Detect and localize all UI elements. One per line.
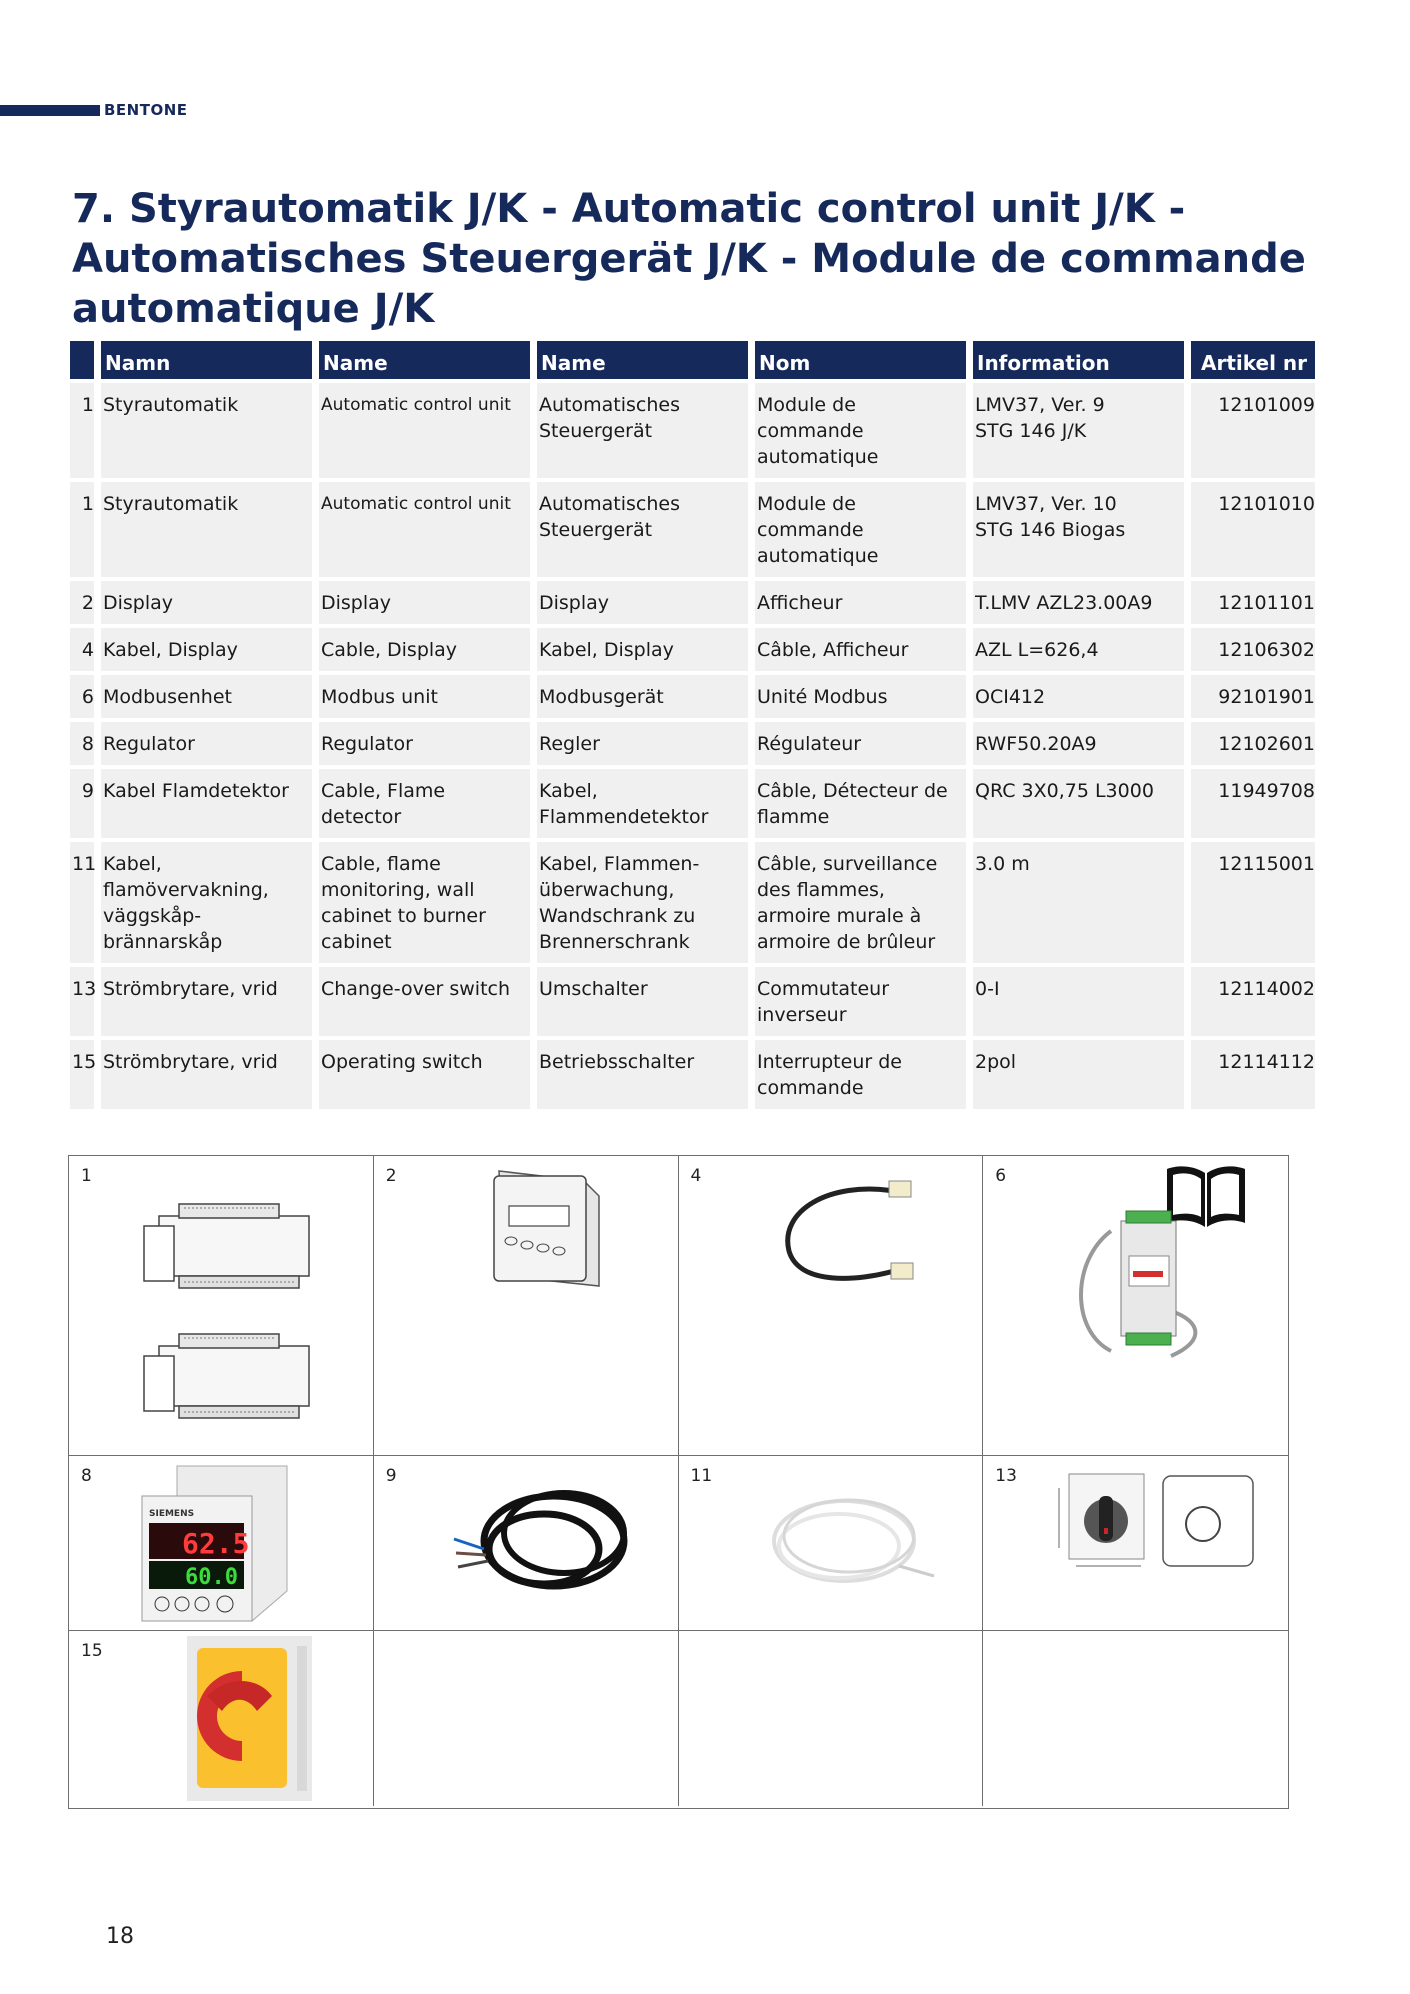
cell-information: LMV37, Ver. 10 STG 146 Biogas [973,482,1184,577]
cell-artikel-nr: 12114002 [1191,967,1315,1036]
header-namn: Namn [101,341,312,379]
cell-artikel-nr: 12101101 [1191,581,1315,624]
cell-pos: 1 [70,482,94,577]
control-unit-image [139,1196,319,1436]
table-row [70,482,1315,577]
cell-pos: 8 [70,722,94,765]
header-nom: Nom [755,341,966,379]
table-row [70,581,1315,624]
page-number: 18 [106,1924,134,1949]
cell-nom: Afficheur [755,581,966,624]
table-row [70,722,1315,765]
change-over-switch-image [1051,1466,1261,1576]
table-row [70,842,1315,963]
display-cable-image [769,1171,929,1301]
cell-nom: Unité Modbus [755,675,966,718]
cell-pos: 11 [70,842,94,963]
table-row [70,967,1315,1036]
brand-bar [0,105,100,116]
table-header-row [70,341,1315,379]
cell-name-de: Umschalter [537,967,748,1036]
regulator-display-top: 62.5 [182,1527,250,1560]
table-row [70,769,1315,838]
cell-name-de: Automatisches Steuergerät [537,482,748,577]
figure-number: 1 [81,1166,92,1186]
parts-table-body [70,383,1315,1109]
figure-number: 15 [81,1641,103,1661]
cell-pos: 13 [70,967,94,1036]
cell-information: LMV37, Ver. 9 STG 146 J/K [973,383,1184,478]
cell-name-de: Kabel, Display [537,628,748,671]
figure-cell-empty [374,1631,679,1806]
cell-information: 2pol [973,1040,1184,1109]
cell-name-en: Change-over switch [319,967,530,1036]
cell-artikel-nr: 12101010 [1191,482,1315,577]
figure-number: 9 [385,1466,397,1486]
page-title: 7. Styrautomatik J/K - Automatic control unit J/K - Automatisches Steuergerät J/K - Module de commande automatique J/K [72,186,1306,332]
regulator-display-bottom: 60.0 [185,1565,238,1590]
figure-grid [68,1155,1289,1809]
cell-artikel-nr: 12114112 [1191,1040,1315,1109]
cell-information: RWF50.20A9 [973,722,1184,765]
cell-pos: 6 [70,675,94,718]
cell-artikel-nr: 12115001 [1191,842,1315,963]
figure-cell-8 [69,1456,374,1631]
cell-namn: Kabel Flamdetektor [101,769,312,838]
figure-cell-11 [679,1456,984,1631]
cell-namn: Kabel, Display [101,628,312,671]
table-row [70,675,1315,718]
figure-cell-9 [374,1456,679,1631]
header-artikel-nr: Artikel nr [1191,341,1315,379]
header-name-en: Name [319,341,530,379]
cell-pos: 1 [70,383,94,478]
table-row [70,383,1315,478]
cell-information: OCI412 [973,675,1184,718]
cell-name-en: Cable, flame monitoring, wall cabinet to burner cabinet [319,842,530,963]
cell-name-en: Regulator [319,722,530,765]
figure-cell-4 [679,1156,984,1456]
cell-name-en: Automatic control unit [319,482,530,577]
header-name-de: Name [537,341,748,379]
figure-number: 11 [690,1466,713,1486]
table-row [70,1040,1315,1109]
cell-namn: Strömbrytare, vrid [101,967,312,1036]
figure-number: 13 [995,1466,1017,1486]
figure-cell-15 [69,1631,374,1806]
modbus-unit-image [1071,1201,1211,1366]
cell-pos: 2 [70,581,94,624]
cell-artikel-nr: 12106302 [1191,628,1315,671]
cell-nom: Câble, Détecteur de flamme [755,769,966,838]
header-pos [70,341,94,379]
cell-name-de: Modbusgerät [537,675,748,718]
figure-cell-13 [983,1456,1288,1631]
cell-pos: 15 [70,1040,94,1109]
cell-name-en: Display [319,581,530,624]
cell-pos: 4 [70,628,94,671]
cell-name-en: Automatic control unit [319,383,530,478]
brand-name: BENTONE [104,101,188,119]
table-row [70,628,1315,671]
cell-name-de: Automatisches Steuergerät [537,383,748,478]
cell-namn: Modbusenhet [101,675,312,718]
cell-namn: Styrautomatik [101,383,312,478]
cell-name-en: Cable, Flame detector [319,769,530,838]
display-image [489,1166,604,1296]
regulator-image [137,1461,297,1626]
figure-cell-2 [374,1156,679,1456]
figure-number: 4 [690,1166,702,1186]
figure-cell-1 [69,1156,374,1456]
cell-artikel-nr: 11949708 [1191,769,1315,838]
cell-namn: Display [101,581,312,624]
cell-nom: Câble, surveillance des flammes, armoire murale à armoire de brûleur [755,842,966,963]
cell-information: 3.0 m [973,842,1184,963]
cell-name-de: Regler [537,722,748,765]
figure-cell-empty [679,1631,984,1806]
cell-name-de: Display [537,581,748,624]
cell-nom: Câble, Afficheur [755,628,966,671]
figure-number: 2 [385,1166,397,1186]
cell-name-en: Operating switch [319,1040,530,1109]
cell-nom: Commutateur inverseur [755,967,966,1036]
regulator-brand: SIEMENS [149,1509,195,1519]
cell-name-en: Cable, Display [319,628,530,671]
cell-artikel-nr: 92101901 [1191,675,1315,718]
operating-switch-image [187,1636,312,1801]
cell-name-de: Betriebsschalter [537,1040,748,1109]
figure-number: 6 [995,1166,1007,1186]
cell-namn: Regulator [101,722,312,765]
cell-namn: Strömbrytare, vrid [101,1040,312,1109]
cell-information: QRC 3X0,75 L3000 [973,769,1184,838]
cell-namn: Styrautomatik [101,482,312,577]
cell-artikel-nr: 12102601 [1191,722,1315,765]
cell-namn: Kabel, flamövervakning, väggskåp-brännarskåp [101,842,312,963]
cell-nom: Interrupteur de commande [755,1040,966,1109]
cell-pos: 9 [70,769,94,838]
cell-artikel-nr: 12101009 [1191,383,1315,478]
parts-table [63,337,1322,1113]
flame-detector-cable-image [444,1471,644,1621]
cell-name-de: Kabel, Flammen-überwachung, Wandschrank zu Brennerschrank [537,842,748,963]
cell-name-en: Modbus unit [319,675,530,718]
cell-nom: Module de commande automatique [755,482,966,577]
cell-nom: Module de commande automatique [755,383,966,478]
header-information: Information [973,341,1184,379]
figure-cell-empty [983,1631,1288,1806]
cell-information: 0-I [973,967,1184,1036]
cell-name-de: Kabel, Flammendetektor [537,769,748,838]
cell-information: T.LMV AZL23.00A9 [973,581,1184,624]
cell-information: AZL L=626,4 [973,628,1184,671]
flame-monitoring-cable-image [749,1466,939,1616]
figure-cell-6 [983,1156,1288,1456]
figure-number: 8 [81,1466,92,1486]
cell-nom: Régulateur [755,722,966,765]
